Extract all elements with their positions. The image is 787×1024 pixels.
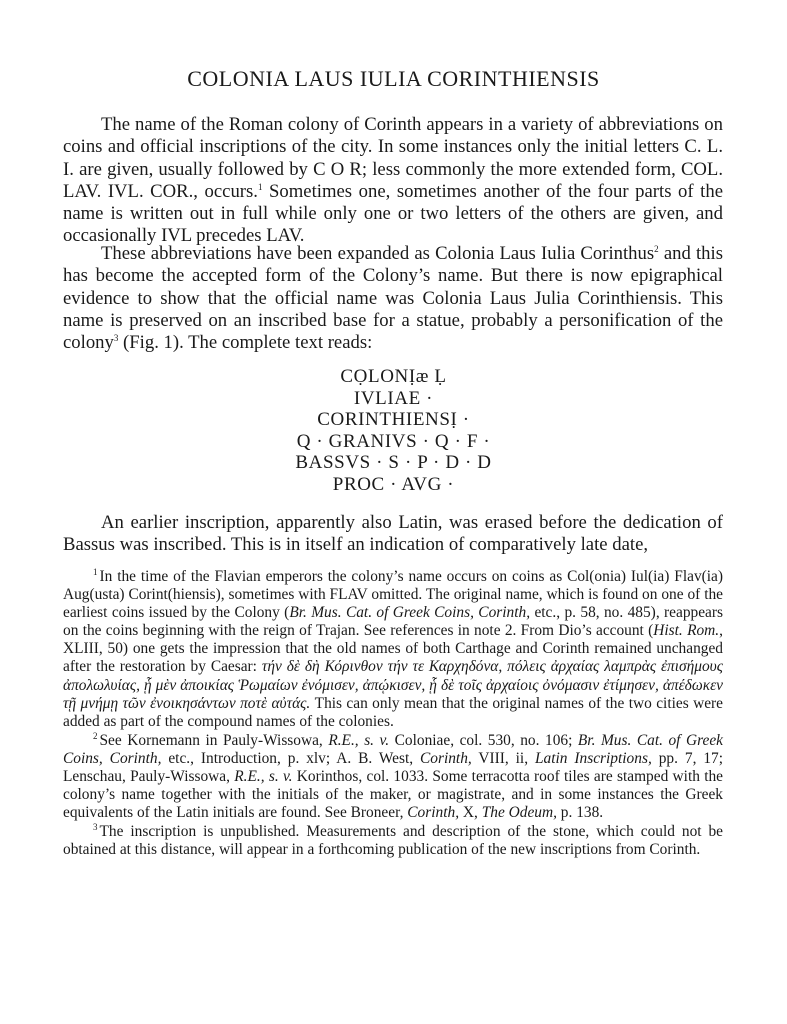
paragraph-2 [63, 243, 723, 354]
footnote-2-text: See Kornemann in Pauly-Wissowa, [99, 731, 329, 749]
inscription-line: Q · GRANIVS · Q · F · [296, 430, 491, 452]
footnote-2-text: p. 138. [556, 804, 604, 822]
footnotes [63, 568, 723, 860]
footnote-2-text: Korinthos, col. 1033. Some terracotta roof tiles are stamped with the colony’s name together with the initials of the maker, or magistrate, and in some instances the Greek equivalents of the Latin initials are found. See Broneer, [63, 768, 723, 822]
inscription-line: PROC · AVG · [332, 473, 455, 495]
footnote-1-citation: Br. Mus. Cat. of Greek Coins, Corinth, [289, 604, 531, 622]
inscription-line: IVLIAE · [353, 387, 434, 409]
footnote-1-text-a: In the time of the Flavian emperors the colony’s name occurs on coins as Col(onia) Iul(ia) Flav(ia) Aug(usta) Corint(hiensis), sometimes with FLAV omitted. The original name, which is found on one of the earliest coins issued by the Colony ( [63, 568, 723, 622]
paragraph-1-text-a: The name of the Roman colony of Corinth appears in a variety of abbreviations on coins and official inscriptions of the city. In some instances only the initial letters C. L. I. are given, usually followed by C O R; less commonly the more extended form, COL. LAV. IVL. COR., occurs. [63, 114, 723, 202]
footnote-3-text: The inscription is unpublished. Measurements and description of the stone, which could not be obtained at this distance, will appear in a forthcoming publication of the new inscriptions from Corinth. [63, 823, 723, 859]
inscription-line: CỌLONỊæ Ḷ [340, 366, 447, 387]
footnote-3-number: 3 [93, 822, 98, 833]
paragraph-2-text-c: (Fig. 1). The complete text reads: [118, 332, 373, 354]
paragraph-3 [63, 512, 723, 557]
footnote-2-citation: Latin Inscriptions, [534, 749, 652, 767]
footnote-2-text: etc., Introduction, p. xlv; A. B. West, [161, 749, 421, 767]
paragraph-3-text: An earlier inscription, apparently also Latin, was erased before the dedication of Bassus was inscribed. This is in itself an indication of comparatively late date, [63, 512, 723, 556]
footnote-2-text: Coloniae, col. 530, no. 106; [389, 731, 578, 749]
footnote-1-text-b: etc., p. 58, no. 485), reappears on the coins beginning with the reign of Trajan. See references in note 2. From Dio’s account ( [63, 604, 723, 640]
paragraph-1-text-b: Sometimes one, sometimes another of the four parts of the name is written out in full while only one or two letters of the others are given, and occasionally IVL precedes LAV. [63, 180, 723, 247]
footnote-2-text: pp. 7, 17; Lenschau, Pauly-Wissowa, [63, 749, 723, 786]
footnote-ref-3[interactable]: 3 [113, 332, 119, 343]
inscription-line: CORINTHIENSỊ · [317, 409, 470, 430]
footnote-2-number: 2 [93, 730, 98, 741]
footnote-2-citation: Br. Mus. Cat. of Greek Coins, Corinth, [63, 731, 724, 767]
paragraph-1 [63, 114, 723, 248]
footnote-2-citation: The Odeum, [481, 804, 557, 822]
footnote-ref-2[interactable]: 2 [654, 243, 659, 254]
footnote-2-text: X, [459, 804, 482, 822]
footnote-2-text: VIII, ii, [471, 749, 535, 767]
footnote-3 [63, 823, 723, 859]
footnote-1 [63, 568, 723, 731]
page-title: COLONIA LAUS IULIA CORINTHIENSIS [187, 66, 600, 91]
footnote-1-citation: Hist. Rom. [653, 622, 720, 640]
inscription-block [0, 366, 787, 495]
footnote-2-citation: R.E., s. v. [234, 768, 293, 786]
footnote-1-number: 1 [93, 566, 98, 577]
footnote-1-text-c: , XLIII, 50) one gets the impression that the old names of both Carthage and Corinth remained unchanged after the restoration by Caesar: [63, 622, 723, 676]
paragraph-2-text-b: and this has become the accepted form of the Colony’s name. But there is now epigraphical evidence to show that the official name was Colonia Laus Julia Corinthiensis. This name is preserved on an inscribed base for a statue, probably a personification of the colony [63, 243, 723, 354]
footnote-2-citation: R.E., s. v. [328, 731, 390, 749]
footnote-1-greek-quote: τήν δὲ δὴ Κόρινθον τήν τε Καρχηδόνα, πόλεις ἀρχαίας λαμπρὰς ἐπισήμους ἀπολωλυίας, ᾗ μὲν ἀποικίας Ῥωμαίων ἐνόμισεν, ἀπῴκισεν, ᾗ δὲ τοῖς ἀρχαίοις ὀνόμασιν ἐτίμησεν, ἀπέδωκεν τῇ μνήμῃ τῶν ἐνοικησάντων ποτὲ αὐτάς. [63, 658, 723, 712]
footnote-ref-1[interactable]: 1 [257, 181, 263, 192]
footnote-1-text-d: This can only mean that the original names of the two cities were added as part of the compound names of the colonies. [63, 694, 723, 730]
paragraph-2-text-a: These abbreviations have been expanded as Colonia Laus Iulia Corinthus [101, 243, 655, 264]
footnote-2 [63, 732, 723, 822]
footnote-2-citation: Corinth, [420, 749, 472, 767]
footnote-2-citation: Corinth, [407, 804, 460, 822]
inscription-line: BASSVS · S · P · D · D [295, 452, 492, 473]
